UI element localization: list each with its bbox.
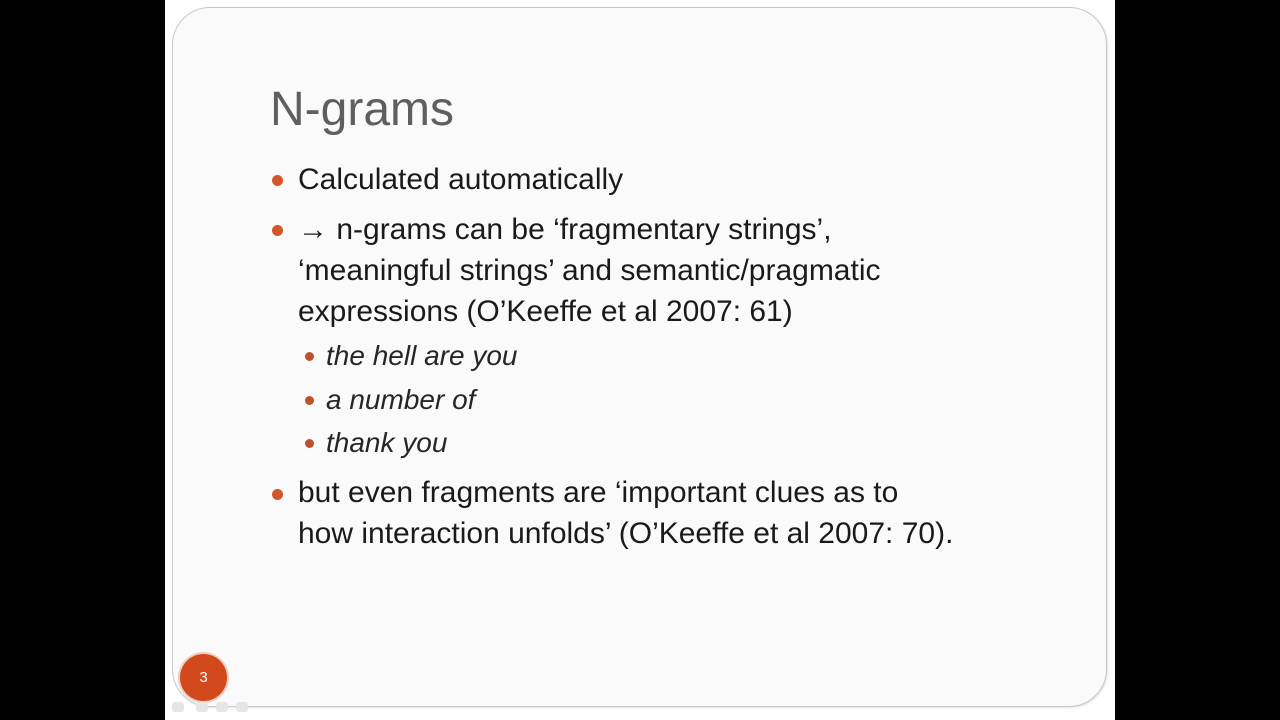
slide-menu-icon[interactable] [196, 702, 208, 712]
bullet-marker [272, 225, 283, 236]
slide-number-badge: 3 [180, 654, 227, 701]
bullet-text: but even fragments are ‘important clues as to [298, 476, 899, 509]
bullet-text: how interaction unfolds’ (O’Keeffe et al 2007: 70). [298, 517, 954, 550]
sub-bullet-text: thank you [326, 427, 448, 458]
bullet-marker [272, 175, 283, 186]
sub-bullet-marker [305, 439, 314, 448]
sub-bullet-marker [305, 352, 314, 361]
bullet-item [298, 209, 881, 332]
bullet-marker [272, 489, 283, 500]
slide-title: N-grams [270, 83, 455, 136]
sub-bullet-text: a number of [326, 384, 476, 415]
next-slide-icon[interactable] [236, 702, 248, 712]
bullet-item [298, 472, 953, 554]
pen-tool-icon[interactable] [216, 702, 228, 712]
bullet-text: Calculated automatically [298, 163, 624, 196]
bullet-text: → n-grams can be ‘fragmentary strings’, [298, 213, 832, 246]
previous-slide-icon[interactable] [172, 702, 184, 712]
bullet-item [298, 159, 623, 200]
bullet-text: expressions (O’Keeffe et al 2007: 61) [298, 295, 793, 328]
sub-bullet-text: the hell are you [326, 340, 518, 371]
sub-bullet-marker [305, 396, 314, 405]
bullet-text: ‘meaningful strings’ and semantic/pragmatic [298, 254, 881, 287]
